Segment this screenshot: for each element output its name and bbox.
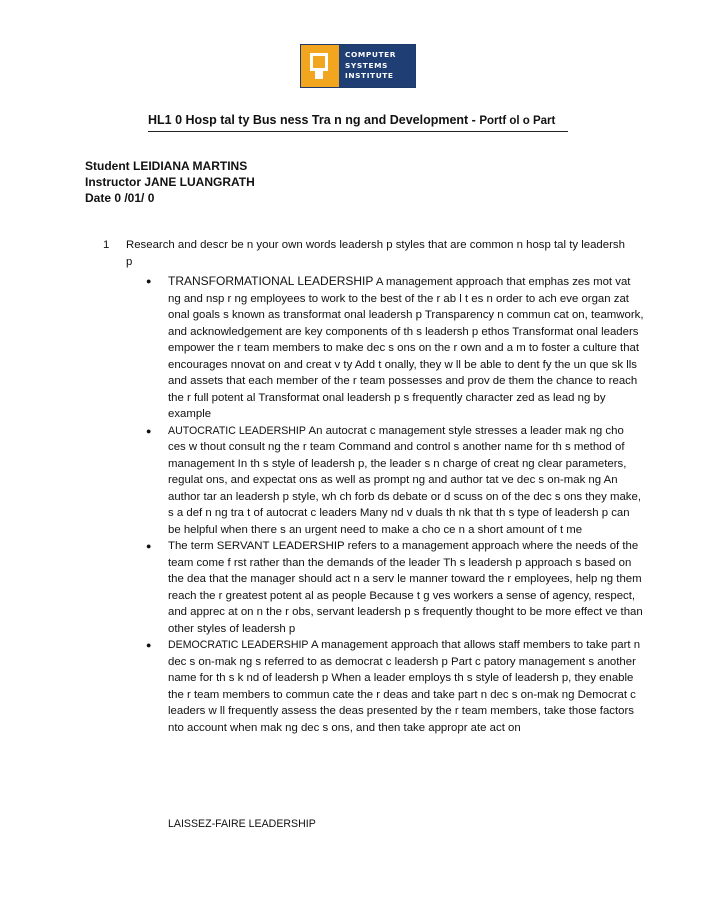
- list-item-democratic: [144, 637, 644, 736]
- title-main: HL1 0 Hosp tal ty Bus ness Tra n ng and Development -: [148, 113, 480, 127]
- style-heading: DEMOCRATIC LEADERSHIP: [168, 639, 309, 651]
- title-underline: [148, 131, 568, 132]
- bullet-icon: ●: [146, 276, 152, 286]
- style-description: An autocrat c management style stresses a leader mak ng cho ces w thout consult ng the r team Command and control s another name for th s method of management In th s style of leadersh p, the leader s n charge of creat ng clear parameters, regulat ons, and expectat ons as well as prompt ng and author tat ve dec s on-mak ng An author tar an leadersh p style, wh ch forb ds debate or d scuss on of the dec s ons they make, s a def n ng tra t of autocrat c leaders Many nd v duals th nk that th s type of leadersh p can be helpful when there s an urgent need to make a cho ce n a short amount of t me: [168, 424, 641, 536]
- document-title: [148, 113, 555, 127]
- computer-systems-institute-logo: [300, 44, 416, 88]
- laissez-faire-heading: LAISSEZ-FAIRE LEADERSHIP: [168, 818, 316, 830]
- style-heading: AUTOCRATIC LEADERSHIP: [168, 424, 306, 437]
- list-item-autocratic: [144, 423, 644, 539]
- logo-wordmark: [345, 50, 411, 82]
- bullet-icon: ●: [146, 425, 152, 436]
- leadership-styles-list: [144, 273, 644, 736]
- list-item-servant: [144, 538, 644, 637]
- logo-line-2: SYSTEMS: [345, 60, 388, 70]
- style-description: A management approach that allows staff members to take part n dec s on-mak ng s referred to as democrat c leadersh p Part c patory management s another name for th s k nd of leadersh p When a leader employs th s style of leadersh p, they enable the r team members to commun cate the r deas and take part n dec s on-mak ng Democrat c leaders w ll frequently assess the deas presented by the r team members, take those factors nto account when mak ng dec s ons, and then take appropr ate act on: [168, 639, 641, 734]
- date-line: Date 0 /01/ 0: [85, 191, 155, 205]
- bullet-icon: ●: [146, 640, 152, 650]
- document-meta: [85, 158, 255, 206]
- style-description: A management approach that emphas zes mot vat ng and nsp r ng employees to work to the best of the r ab l t es n order to ach eve organ zat onal goals s known as transformat onal leadersh p Transparency n commun cat on, teamwork, and acknowledgement are key components of th s leadersh p ethos Transformat onal leaders empower the r team members to make dec s ons on the r own and a m to foster a culture that encourages nnovat on and creat v ty Add t onally, they w ll be able to dent fy the un que sk lls and assets that each member of the r team possesses and prov de them the chance to reach the r full potent al Transformat onal leadersh p s frequently character zed as lead ng by example: [168, 276, 644, 420]
- title-suffix: Portf ol o Part: [479, 115, 556, 127]
- style-heading: TRANSFORMATIONAL LEADERSHIP: [168, 274, 374, 288]
- logo-monitor-icon: [301, 45, 339, 87]
- question-number: 1: [103, 239, 110, 251]
- student-line: Student LEIDIANA MARTINS: [85, 159, 248, 173]
- bullet-icon: ●: [146, 541, 152, 551]
- style-description: The term SERVANT LEADERSHIP refers to a management approach where the needs of the team come f rst rather than the demands of the leader Th s leadersh p approach s based on the dea that the manager should act n a serv le manner toward the r employees, help ng them reach the r greatest potent al as people Because t g ves workers a sense of agency, respect, and apprec at on n the r obs, servant leadersh p s frequently thought to be more effect ve than other styles of leadersh p: [168, 540, 643, 635]
- question-text: Research and descr be n your own words leadersh p styles that are common n hosp tal ty leadersh p: [126, 239, 625, 268]
- instructor-line: Instructor JANE LUANGRATH: [85, 175, 255, 189]
- list-item-transformational: [144, 273, 644, 423]
- logo-line-1: COMPUTER: [345, 50, 397, 59]
- logo-line-3: INSTITUTE: [345, 71, 394, 80]
